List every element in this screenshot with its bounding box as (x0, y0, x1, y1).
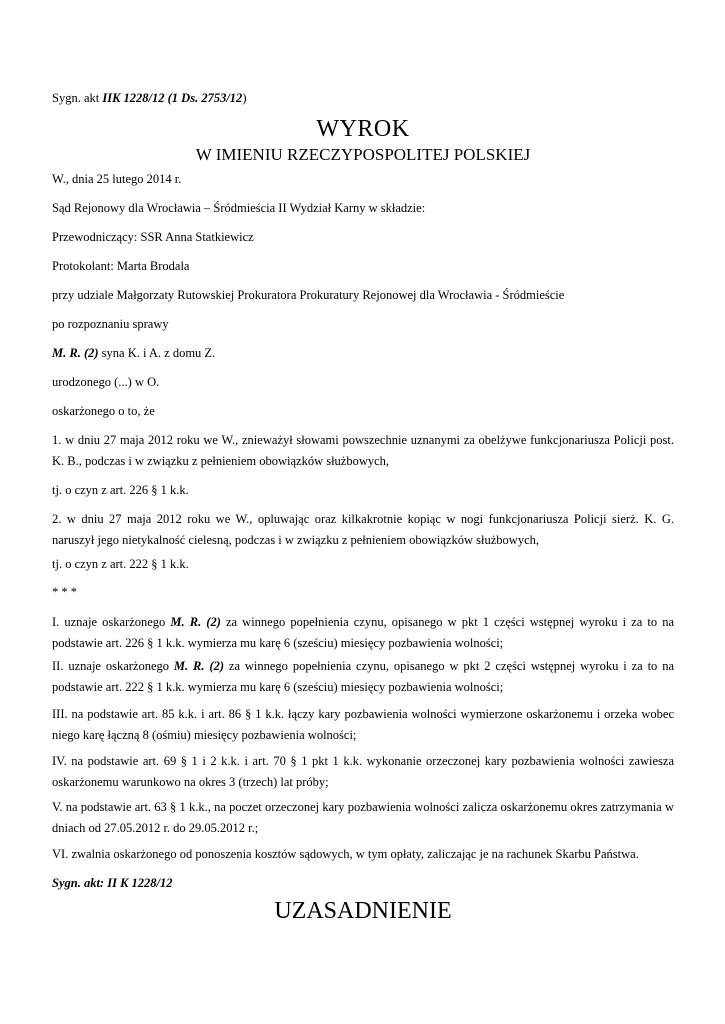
justification-title: UZASADNIENIE (274, 898, 452, 924)
section-separator: * * * (52, 585, 77, 599)
ruling-2-post: za winnego popełnienia czynu, opisanego w pkt 2 części wstępnej wyroku i za to na podstawie art. 222 § 1 k.k. wymierza mu karę 6 (sześciu) miesięcy pozbawienia wolności; (52, 659, 674, 694)
case-reference-suffix: ) (242, 91, 247, 105)
ruling-1-pre: I. uznaje oskarżonego (52, 615, 171, 629)
footer-case-reference: Sygn. akt: II K 1228/12 (52, 876, 173, 890)
court-line: Sąd Rejonowy dla Wrocławia – Śródmieścia II Wydział Karny w składzie: (52, 201, 426, 215)
clerk-line: Protokolant: Marta Brodala (52, 259, 190, 273)
chair-line: Przewodniczący: SSR Anna Statkiewicz (52, 230, 254, 244)
defendant-accused: oskarżonego o to, że (52, 404, 155, 418)
document-title: WYROK (316, 116, 410, 142)
charge-1-qualification: tj. o czyn z art. 226 § 1 k.k. (52, 483, 189, 497)
ruling-2-defendant: M. R. (2) (173, 659, 224, 673)
ruling-2 (52, 656, 674, 698)
charge-2: 2. w dniu 27 maja 2012 roku we W., opluwając oraz kilkakrotnie kopiąc w nogi funkcjonariusza Policji sierż. K. G. naruszył jego nietykalność cielesną, podczas i w związku z pełnieniem obowiązków służbowych, (52, 512, 674, 547)
defendant-name: M. R. (2) (52, 346, 99, 360)
ruling-1-defendant: M. R. (2) (170, 615, 221, 629)
ruling-1-post: za winnego popełnienia czynu, opisanego w pkt 1 części wstępnej wyroku i za to na podstawie art. 226 § 1 k.k. wymierza mu karę 6 (sześciu) miesięcy pozbawienia wolności; (52, 615, 675, 650)
case-reference (52, 88, 674, 109)
ruling-3: III. na podstawie art. 85 k.k. i art. 86 § 1 k.k. łączy kary pozbawienia wolności wymierzone oskarżonemu i orzeka wobec niego karę łączną 8 (ośmiu) miesięcy pozbawienia wolności; (52, 707, 674, 742)
case-intro: po rozpoznaniu sprawy (52, 317, 169, 331)
ruling-5: V. na podstawie art. 63 § 1 k.k., na poczet orzeczonej kary pozbawienia wolności zalicza oskarżonemu okres zatrzymania w dniach od 27.05.2012 r. do 29.05.2012 r.; (52, 800, 674, 835)
defendant-line (52, 343, 674, 364)
defendant-parents: syna K. i A. z domu Z. (98, 346, 216, 360)
ruling-2-pre: II. uznaje oskarżonego (52, 659, 174, 673)
defendant-born: urodzonego (...) w O. (52, 375, 160, 389)
ruling-1 (52, 612, 674, 654)
prosecutor-line: przy udziale Małgorzaty Rutowskiej Prokuratora Prokuratury Rejonowej dla Wrocławia - Śródmieście (52, 288, 565, 302)
charge-2-qualification: tj. o czyn z art. 222 § 1 k.k. (52, 557, 189, 571)
ruling-4: IV. na podstawie art. 69 § 1 i 2 k.k. i art. 70 § 1 pkt 1 k.k. wykonanie orzeczonej kary pozbawienia wolności zawiesza oskarżonemu warunkowo na okres 3 (trzech) lat próby; (52, 754, 674, 789)
charge-1: 1. w dniu 27 maja 2012 roku we W., znieważył słowami powszechnie uznanymi za obelżywe funkcjonariusza Policji post. K. B., podczas i w związku z pełnieniem obowiązków służbowych, (52, 433, 674, 468)
case-reference-number: IIK 1228/12 (1 Ds. 2753/12 (102, 91, 243, 105)
ruling-6: VI. zwalnia oskarżonego od ponoszenia kosztów sądowych, w tym opłaty, zaliczając je na rachunek Skarbu Państwa. (52, 847, 639, 861)
document-subtitle: W IMIENIU RZECZYPOSPOLITEJ POLSKIEJ (195, 145, 531, 164)
case-reference-prefix: Sygn. akt (52, 91, 103, 105)
date-line: W., dnia 25 lutego 2014 r. (52, 172, 182, 186)
